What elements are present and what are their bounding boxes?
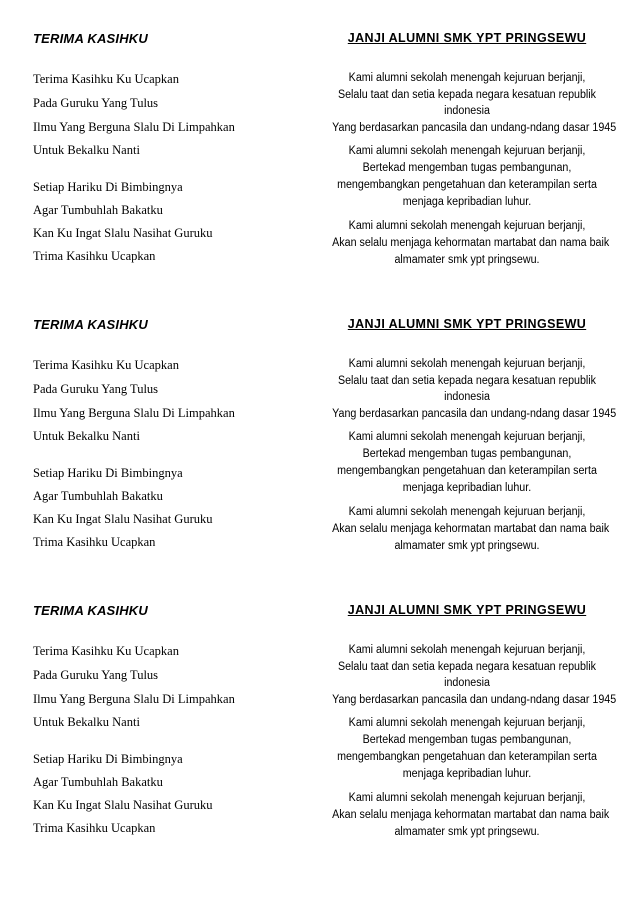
pledge-line: indonesia [444, 677, 490, 689]
poem-line: Kan Ku Ingat Slalu Nasihat Guruku [33, 226, 213, 240]
poem-line: Terima Kasihku Ku Ucapkan [33, 72, 179, 86]
pledge-line: Yang berdasarkan pancasila dan undang-ndang dasar 1945 [332, 122, 617, 134]
poem-line: Trima Kasihku Ucapkan [33, 821, 156, 835]
pledge-title: JANJI ALUMNI SMK YPT PRINGSEWU [347, 317, 587, 331]
pledge-title: JANJI ALUMNI SMK YPT PRINGSEWU [347, 603, 587, 617]
poem-line: Untuk Bekalku Nanti [33, 143, 140, 157]
pledge-line: Selalu taat dan setia kepada negara kesatuan republik [337, 375, 597, 387]
pledge-line: Bertekad mengemban tugas pembangunan, [362, 734, 572, 746]
pledge-line: Kami alumni sekolah menengah kejuruan berjanji, [348, 431, 586, 443]
pledge-line: almamater smk ypt pringsewu. [394, 540, 540, 552]
poem-line: Agar Tumbuhlah Bakatku [33, 775, 163, 789]
pledge-line: Kami alumni sekolah menengah kejuruan berjanji, [348, 644, 586, 656]
poem-line: Setiap Hariku Di Bimbingnya [33, 752, 183, 766]
card-block [0, 0, 638, 285]
poem-line: Pada Guruku Yang Tulus [33, 382, 159, 396]
pledge-line: menjaga kepribadian luhur. [402, 768, 532, 780]
pledge-line: Bertekad mengemban tugas pembangunan, [362, 162, 572, 174]
pledge-line: Kami alumni sekolah menengah kejuruan berjanji, [348, 717, 586, 729]
pledge-line: Kami alumni sekolah menengah kejuruan berjanji, [348, 220, 586, 232]
poem-line: Ilmu Yang Berguna Slalu Di Limpahkan [33, 406, 235, 420]
poem-line: Kan Ku Ingat Slalu Nasihat Guruku [33, 798, 213, 812]
poem-line: Setiap Hariku Di Bimbingnya [33, 466, 183, 480]
pledge-line: Akan selalu menjaga kehormatan martabat dan nama baik [332, 523, 610, 535]
pledge-line: mengembangkan pengetahuan dan keterampilan serta [337, 179, 597, 191]
pledge-line: Akan selalu menjaga kehormatan martabat dan nama baik [332, 809, 610, 821]
pledge-line: Yang berdasarkan pancasila dan undang-ndang dasar 1945 [332, 694, 617, 706]
poem-line: Untuk Bekalku Nanti [33, 715, 140, 729]
pledge-line: indonesia [444, 105, 490, 117]
pledge-line: menjaga kepribadian luhur. [402, 482, 532, 494]
poem-line: Kan Ku Ingat Slalu Nasihat Guruku [33, 512, 213, 526]
poem-title: TERIMA KASIHKU [33, 603, 148, 618]
pledge-line: Kami alumni sekolah menengah kejuruan berjanji, [348, 792, 586, 804]
card-block [0, 286, 638, 571]
poem-line: Trima Kasihku Ucapkan [33, 249, 156, 263]
pledge-line: mengembangkan pengetahuan dan keterampilan serta [337, 751, 597, 763]
pledge-line: Kami alumni sekolah menengah kejuruan berjanji, [348, 358, 586, 370]
pledge-line: almamater smk ypt pringsewu. [394, 254, 540, 266]
pledge-line: Selalu taat dan setia kepada negara kesatuan republik [337, 661, 597, 673]
pledge-line: Kami alumni sekolah menengah kejuruan berjanji, [348, 506, 586, 518]
poem-line: Agar Tumbuhlah Bakatku [33, 489, 163, 503]
pledge-line: Bertekad mengemban tugas pembangunan, [362, 448, 572, 460]
poem-line: Ilmu Yang Berguna Slalu Di Limpahkan [33, 692, 235, 706]
poem-line: Terima Kasihku Ku Ucapkan [33, 644, 179, 658]
pledge-line: menjaga kepribadian luhur. [402, 196, 532, 208]
poem-line: Setiap Hariku Di Bimbingnya [33, 180, 183, 194]
poem-line: Terima Kasihku Ku Ucapkan [33, 358, 179, 372]
pledge-line: almamater smk ypt pringsewu. [394, 826, 540, 838]
poem-line: Untuk Bekalku Nanti [33, 429, 140, 443]
poem-title: TERIMA KASIHKU [33, 317, 148, 332]
pledge-line: Selalu taat dan setia kepada negara kesatuan republik [337, 89, 597, 101]
card-block [0, 572, 638, 857]
poem-line: Pada Guruku Yang Tulus [33, 96, 159, 110]
pledge-line: mengembangkan pengetahuan dan keterampilan serta [337, 465, 597, 477]
pledge-line: indonesia [444, 391, 490, 403]
pledge-line: Kami alumni sekolah menengah kejuruan berjanji, [348, 145, 586, 157]
poem-title: TERIMA KASIHKU [33, 31, 148, 46]
pledge-line: Kami alumni sekolah menengah kejuruan berjanji, [348, 72, 586, 84]
poem-line: Pada Guruku Yang Tulus [33, 668, 159, 682]
poem-line: Ilmu Yang Berguna Slalu Di Limpahkan [33, 120, 235, 134]
poem-line: Trima Kasihku Ucapkan [33, 535, 156, 549]
pledge-line: Yang berdasarkan pancasila dan undang-ndang dasar 1945 [332, 408, 617, 420]
poem-line: Agar Tumbuhlah Bakatku [33, 203, 163, 217]
pledge-title: JANJI ALUMNI SMK YPT PRINGSEWU [347, 31, 587, 45]
pledge-line: Akan selalu menjaga kehormatan martabat dan nama baik [332, 237, 610, 249]
